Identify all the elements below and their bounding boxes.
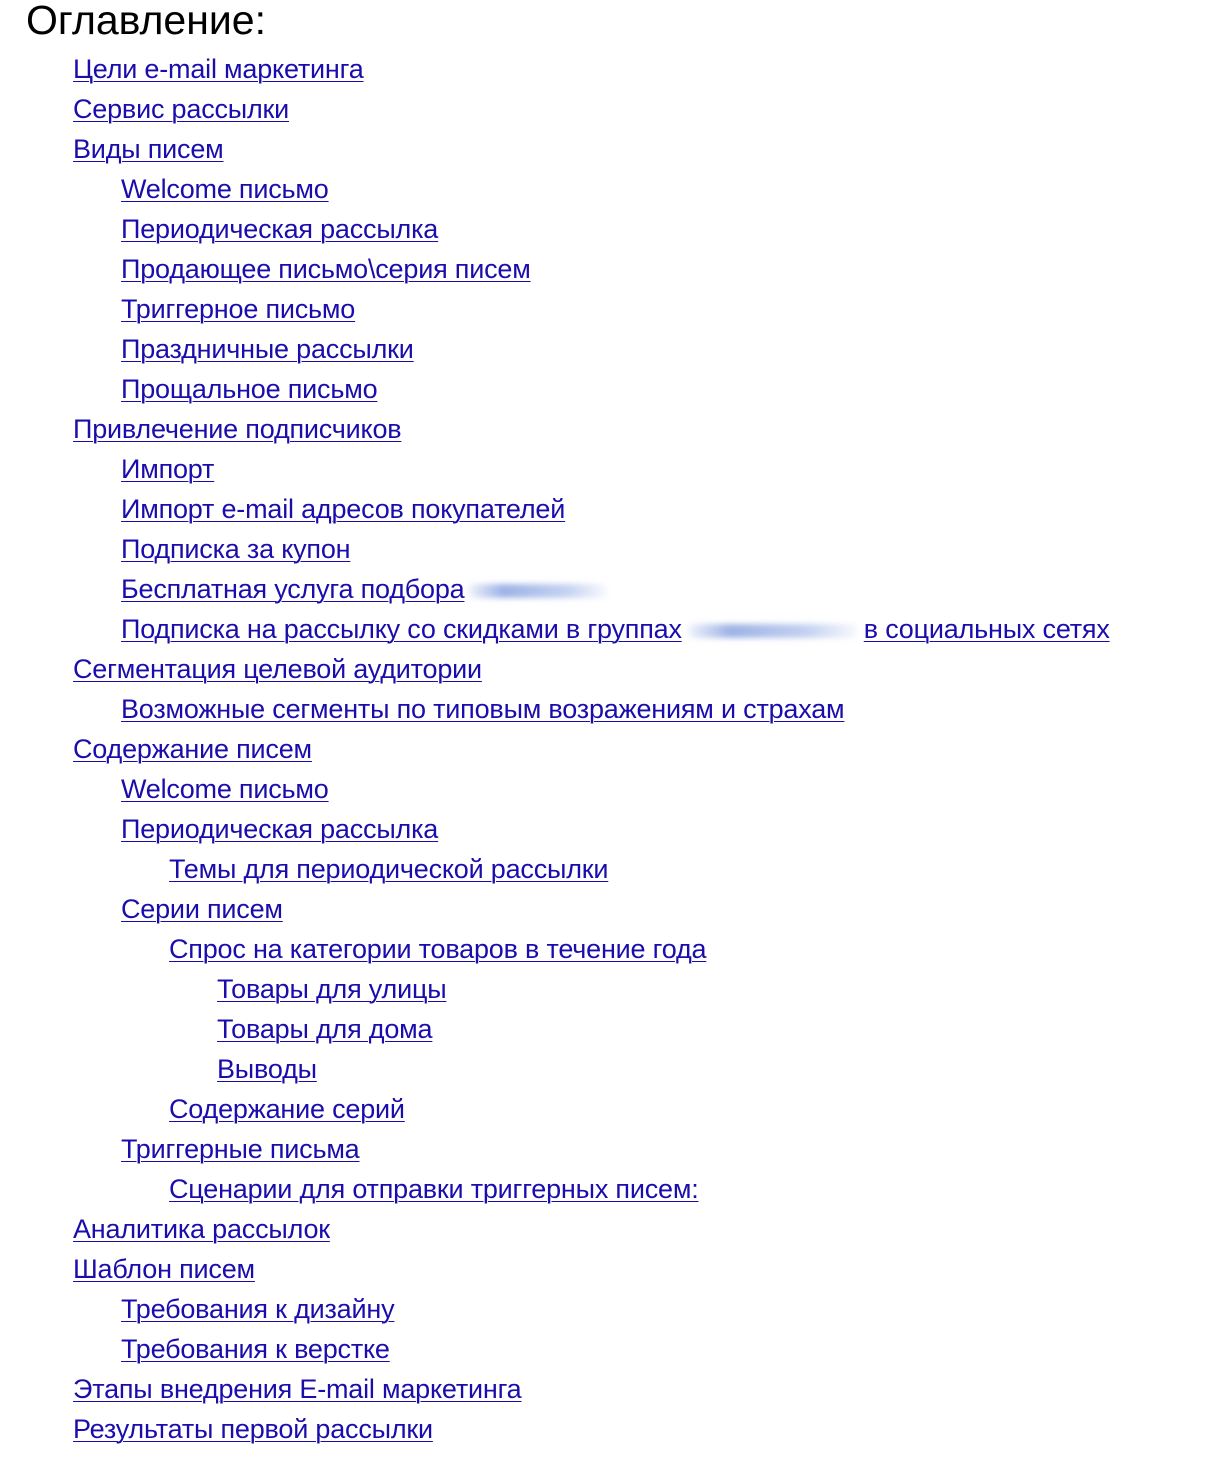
toc-link[interactable] (121, 814, 438, 844)
toc-item (0, 49, 1110, 89)
toc-link[interactable] (73, 54, 364, 84)
toc-item (0, 889, 1110, 929)
toc-item (0, 969, 1110, 1009)
toc-link-label: Серии писем (121, 894, 283, 924)
toc-item (0, 249, 1110, 289)
toc-link[interactable] (121, 614, 1110, 644)
toc-item (0, 1089, 1110, 1129)
toc-link-label: Импорт e-mail адресов покупателей (121, 494, 566, 524)
toc-link[interactable] (73, 1254, 255, 1284)
toc-link[interactable] (217, 1054, 317, 1084)
toc-link-label: Периодическая рассылка (121, 214, 439, 244)
toc-link-label: Welcome письмо (121, 774, 329, 804)
toc-item (0, 809, 1110, 849)
toc-link-label: Импорт (121, 454, 215, 484)
toc-link-label: Привлечение подписчиков (73, 414, 402, 444)
toc-link[interactable] (121, 1134, 360, 1164)
toc-link-label: Продающее письмо\серия писем (121, 254, 531, 284)
toc-link-label: Welcome письмо (121, 174, 329, 204)
toc-link-label: Праздничные рассылки (121, 334, 414, 364)
toc-list (0, 49, 1110, 1449)
toc-link-label: Возможные сегменты по типовым возражениям и страхам (121, 694, 845, 724)
toc-link[interactable] (121, 774, 329, 804)
toc-item (0, 409, 1110, 449)
toc-link[interactable] (121, 294, 355, 324)
toc-link[interactable] (73, 1414, 433, 1444)
toc-link[interactable] (121, 694, 844, 724)
toc-link-label: Сервис рассылки (73, 94, 290, 124)
toc-link-label: Триггерное письмо (121, 294, 356, 324)
redacted-text (688, 624, 858, 638)
toc-link-label: Содержание серий (169, 1094, 405, 1124)
toc-link-label: Требования к верстке (121, 1334, 390, 1364)
toc-title: Оглавление: (26, 0, 266, 43)
toc-link-label: Аналитика рассылок (73, 1214, 330, 1244)
toc-link-label: Выводы (217, 1054, 317, 1084)
toc-link[interactable] (121, 534, 350, 564)
toc-link[interactable] (217, 974, 446, 1004)
toc-link-label: Сценарии для отправки триггерных писем: (169, 1174, 699, 1204)
toc-link-label: Этапы внедрения E-mail маркетинга (73, 1374, 522, 1404)
toc-item (0, 1409, 1110, 1449)
toc-item (0, 489, 1110, 529)
toc-link-label-end: в социальных сетях (863, 614, 1110, 644)
toc-link[interactable] (217, 1014, 432, 1044)
toc-link[interactable] (169, 934, 706, 964)
toc-item (0, 529, 1110, 569)
toc-item (0, 649, 1110, 689)
toc-link[interactable] (121, 494, 565, 524)
toc-item (0, 769, 1110, 809)
toc-item (0, 1009, 1110, 1049)
toc-link[interactable] (121, 174, 329, 204)
toc-item (0, 329, 1110, 369)
toc-item (0, 449, 1110, 489)
toc-link[interactable] (73, 414, 401, 444)
toc-link-label: Периодическая рассылка (121, 814, 439, 844)
toc-link-label: Триггерные письма (121, 1134, 360, 1164)
toc-link[interactable] (121, 454, 214, 484)
toc-link[interactable] (73, 94, 289, 124)
toc-item (0, 289, 1110, 329)
toc-link[interactable] (169, 1094, 405, 1124)
toc-link[interactable] (73, 734, 312, 764)
toc-item (0, 1209, 1110, 1249)
toc-item (0, 1249, 1110, 1289)
toc-link[interactable] (121, 1294, 394, 1324)
toc-link-label: Подписка на рассылку со скидками в группах (121, 614, 682, 644)
toc-item (0, 169, 1110, 209)
toc-link-label: Бесплатная услуга подбора (121, 574, 465, 604)
toc-item (0, 729, 1110, 769)
toc-item (0, 1289, 1110, 1329)
toc-item (0, 369, 1110, 409)
toc-link[interactable] (121, 334, 414, 364)
toc-link-label: Спрос на категории товаров в течение года (169, 934, 707, 964)
toc-item (0, 1369, 1110, 1409)
toc-link-label: Содержание писем (73, 734, 312, 764)
toc-link-label: Товары для улицы (217, 974, 447, 1004)
toc-link[interactable] (121, 374, 377, 404)
toc-link[interactable] (121, 214, 438, 244)
toc-item (0, 929, 1110, 969)
toc-item (0, 89, 1110, 129)
toc-link[interactable] (121, 1334, 390, 1364)
toc-link-label: Цели e-mail маркетинга (73, 54, 364, 84)
toc-link[interactable] (73, 1374, 521, 1404)
toc-link[interactable] (73, 134, 224, 164)
toc-link[interactable] (169, 1174, 699, 1204)
toc-item (0, 1049, 1110, 1089)
redacted-text (468, 584, 608, 598)
toc-item (0, 129, 1110, 169)
toc-item (0, 609, 1110, 649)
toc-link-label: Виды писем (73, 134, 224, 164)
toc-item (0, 1329, 1110, 1369)
toc-link-label: Шаблон писем (73, 1254, 255, 1284)
toc-item (0, 569, 1110, 609)
toc-link[interactable] (169, 854, 608, 884)
toc-link-label: Товары для дома (217, 1014, 433, 1044)
toc-link-label: Требования к дизайну (121, 1294, 395, 1324)
toc-link-label: Прощальное письмо (121, 374, 378, 404)
toc-item (0, 849, 1110, 889)
toc-link-label: Сегментация целевой аудитории (73, 654, 482, 684)
toc-link[interactable] (121, 574, 608, 604)
toc-link-label: Результаты первой рассылки (73, 1414, 433, 1444)
toc-item (0, 689, 1110, 729)
toc-item (0, 209, 1110, 249)
toc-link-label: Подписка за купон (121, 534, 351, 564)
toc-item (0, 1129, 1110, 1169)
toc-link[interactable] (73, 1214, 330, 1244)
toc-link[interactable] (121, 254, 531, 284)
toc-link-label: Темы для периодической рассылки (169, 854, 609, 884)
toc-link[interactable] (73, 654, 482, 684)
toc-link[interactable] (121, 894, 283, 924)
toc-item (0, 1169, 1110, 1209)
